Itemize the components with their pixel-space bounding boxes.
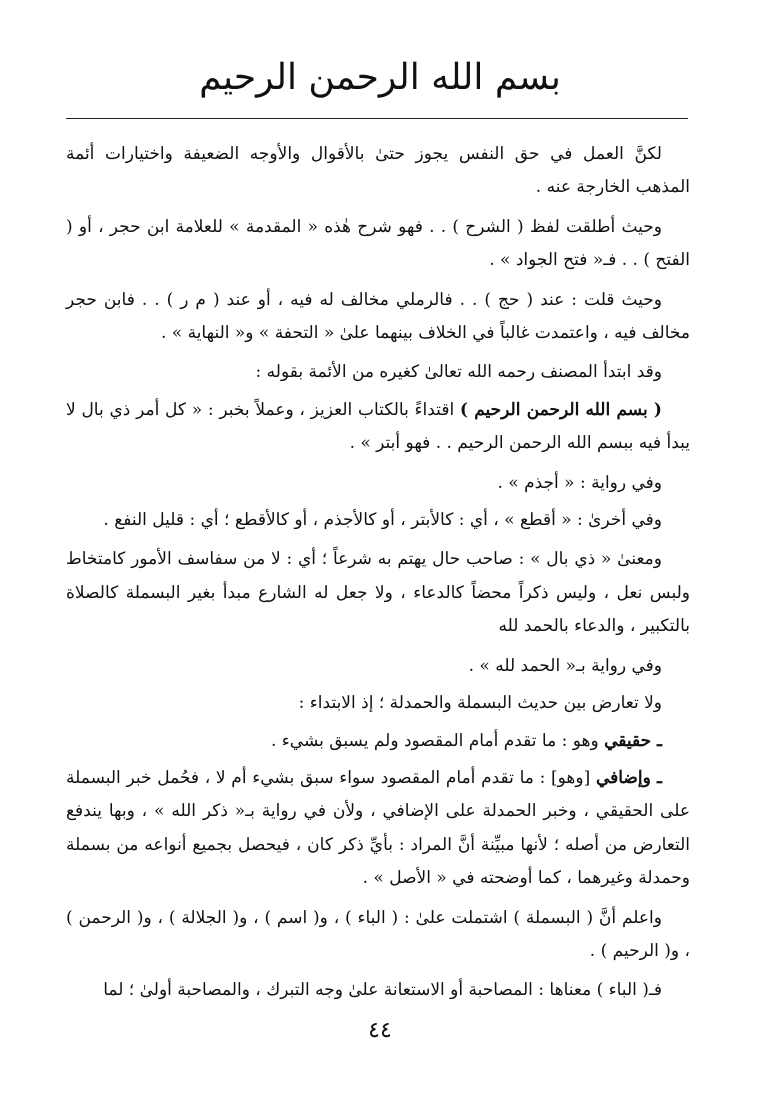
bold-idafi: ـ وإضافي xyxy=(595,767,662,788)
paragraph-baa-meaning: فـ( الباء ) معناها : المصاحبة أو الاستعانة علىٰ وجه التبرك ، والمصاحبة أولىٰ ؛ لما xyxy=(103,980,662,1001)
basmala-explanation: اقتداءً بالكتاب العزيز ، وعملاً بخبر : « كل أمر ذي بال لا يبدأ فيه ببسم الله الرحمن الرحيم . . فهو أبتر » . xyxy=(66,399,690,454)
paragraph-riwaya-hamd: وفي رواية بـ« الحمد لله » . xyxy=(468,655,662,676)
paragraph-idafi xyxy=(66,762,690,896)
paragraph-3: وحيث قلت : عند ( حج ) . . فالرملي مخالف له فيه ، أو عند ( م ر ) . . فابن حجر مخالف فيه ، واعتمدت غالباً في الخلاف بينهما علىٰ « التحفة » و« النهاية » . xyxy=(66,289,690,344)
paragraph-riwaya-ajdham: وفي رواية : « أجذم » . xyxy=(497,472,662,493)
haqiqi-definition: وهو : ما تقدم أمام المقصود ولم يسبق بشيء . xyxy=(270,730,605,751)
paragraph-1: لكنَّ العمل في حق النفس يجوز حتىٰ بالأقوال والأوجه الضعيفة واختيارات أئمة المذهب الخارجة عنه . xyxy=(66,144,690,198)
paragraph-ukhra-aqta: وفي أخرىٰ : « أقطع » ، أي : كالأبتر ، أو كالأجذم ، أو كالأقطع ؛ أي : قليل النفع . xyxy=(103,510,662,531)
bold-basmala: ( بسم الله الرحمن الرحيم ) xyxy=(459,399,662,420)
bold-haqiqi: ـ حقيقي xyxy=(604,730,662,751)
paragraph-2: وحيث أطلقت لفظ ( الشرح ) . . فهو شرح هٰذه « المقدمة » للعلامة ابن حجر ، أو ( الفتح ) . . فـ« فتح الجواد » . xyxy=(66,216,690,271)
basmala-calligraphy-header: بسم الله الرحمن الرحيم xyxy=(199,57,561,98)
paragraph-4: وقد ابتدأ المصنف رحمه الله تعالىٰ كغيره من الأئمة بقوله : xyxy=(255,362,662,383)
paragraph-basmala-parts: واعلم أنَّ ( البسملة ) اشتملت علىٰ : ( الباء ) ، و( اسم ) ، و( الجلالة ) ، و( الرحمن ) ، و( الرحيم ) . xyxy=(66,907,690,961)
paragraph-basmala xyxy=(66,394,690,461)
paragraph-ma-na-dhi-bal: ومعنىٰ « ذي بال » : صاحب حال يهتم به شرعاً ؛ أي : لا من سفاسف الأمور كامتخاط ولبس نعل ، وليس ذكراً محضاً كالدعاء ، ولا جعل له الشارع مبدأ بغير البسملة كالصلاة بالتكبير ، والدعاء بالحمد لله xyxy=(66,549,690,637)
idafi-definition: [وهو] : ما تقدم أمام المقصود سواء سبق بشيء أم لا ، فحُمل خبر البسملة على الحقيقي ، وخبر الحمدلة على الإضافي ، ولأن في رواية بـ« ذكر الله » ، وبها يندفع التعارض من أصله ؛ لأنها مبيِّنة أنَّ المراد : بأيِّ ذكر كان ، فيحصل بجميع أنواعه من بسملة وحمدلة وغيرهما ، كما أوضحته في « الأصل » . xyxy=(66,767,690,889)
page-number: ٤٤ xyxy=(368,1018,392,1043)
main-text xyxy=(66,138,690,1014)
paragraph-la-taarud: ولا تعارض بين حديث البسملة والحمدلة ؛ إذ الابتداء : xyxy=(298,693,662,714)
header-divider xyxy=(66,118,688,119)
paragraph-haqiqi xyxy=(66,725,690,758)
